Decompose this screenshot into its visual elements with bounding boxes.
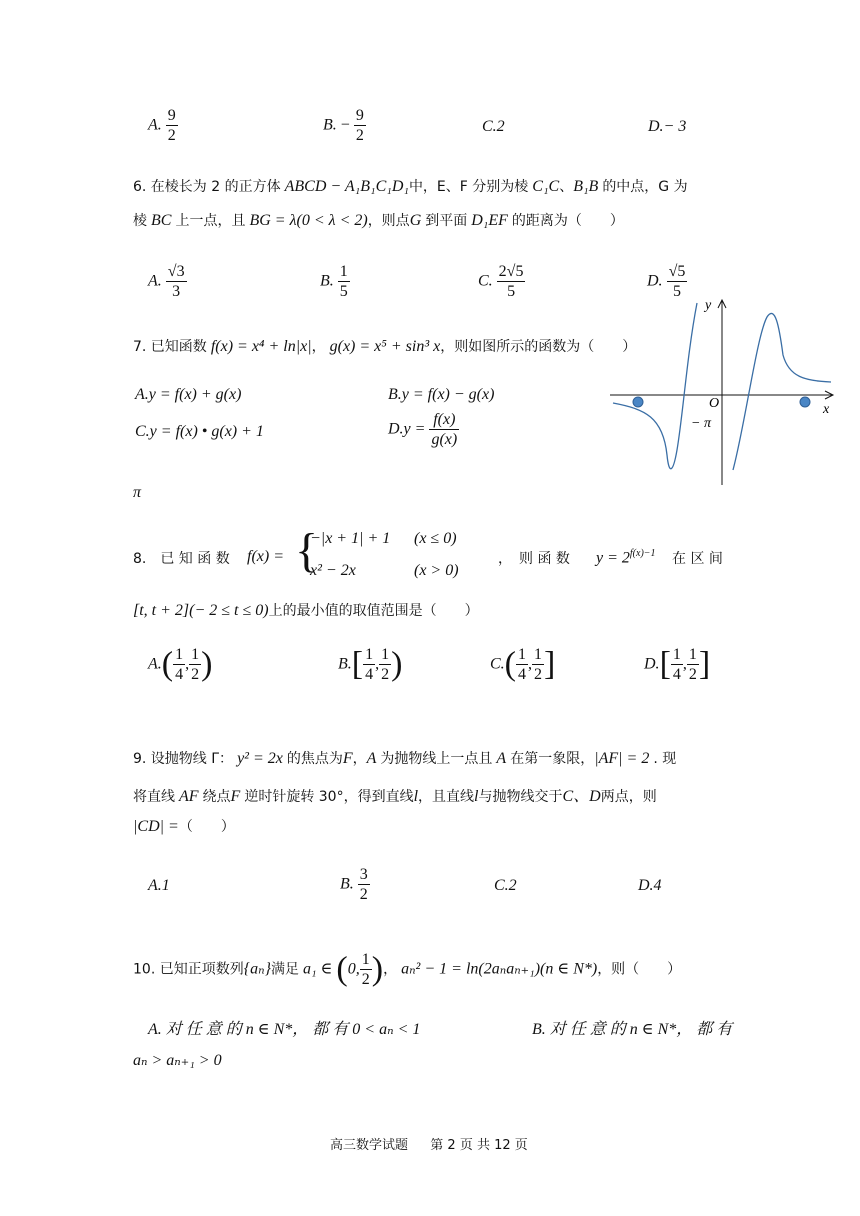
q8-option-a: A.( $\frac{1}{4}$ , $\frac{1}{2}$ ) [148, 645, 213, 684]
q5-b-sign: − [340, 116, 350, 134]
q8-line2: [t, t + 2](− 2 ≤ t ≤ 0)上的最小值的取值范围是（ ） [133, 602, 479, 619]
q6-line1: 6. 在棱长为 2 的正方体 ABCD − A₁B₁C₁D₁中，E、F 分别为棱 C₁C、B₁B 的中点，G 为 [133, 178, 688, 195]
neg-pi-label: − π [691, 416, 711, 431]
q5-option-d: D.− 3 [648, 118, 687, 135]
q7-option-d: D.y = $\frac{f(x)}{g(x)}$ [388, 411, 458, 449]
q5-option-c: C.2 [482, 118, 505, 135]
origin-label: O [709, 396, 720, 411]
page-footer [330, 1134, 528, 1153]
q8-option-c: C.( $\frac{1}{4}$ , $\frac{1}{2}$ ] [490, 645, 556, 684]
q8-stem-end: 在 区 间 [672, 551, 723, 567]
q8-case2-cond: (x > 0) [414, 562, 459, 579]
q5-b-frac: $\frac{9}{2}$ [355, 107, 364, 145]
q6-option-c: C. $\frac{2√5}{5}$ [478, 263, 524, 301]
y-axis-label: y [705, 298, 712, 313]
q6-option-b: B. $\frac{1}{5}$ [320, 263, 348, 301]
q8-option-b: B.[ $\frac{1}{4}$ , $\frac{1}{2}$ ) [338, 645, 403, 684]
q10-option-a: A. 对 任 意 的 n ∈ N*， 都 有 0 < aₙ < 1 [148, 1021, 421, 1038]
footer-subject: 高三数学试题 [330, 1138, 409, 1153]
x-axis-label: x [823, 402, 830, 417]
q8-case2: x² − 2x [310, 562, 356, 579]
q8-stem: 8. 已 知 函 数 [133, 551, 230, 567]
q5-option-a [148, 106, 178, 145]
graph-dot-left [633, 397, 643, 407]
q7-option-b: B.y = f(x) − g(x) [388, 386, 495, 403]
q9-line1: 9. 设抛物线 Γ： y² = 2x 的焦点为F，A 为抛物线上一点且 A 在第一象限，|AF| = 2 . 现 [133, 750, 677, 767]
q10-option-b-cont: aₙ > aₙ₊₁ > 0 [133, 1052, 222, 1069]
q7-stem: 7. 已知函数 f(x) = x⁴ + ln|x|， g(x) = x⁵ + sin³ x，则如图所示的函数为（ ） [133, 338, 637, 355]
q5-a-label: A. [148, 116, 162, 134]
q8-option-d: D.[ $\frac{1}{4}$ , $\frac{1}{2}$ ] [644, 645, 711, 684]
q5-b-label: B. [323, 116, 337, 134]
q6-option-a: A. $\frac{√3}{3}$ [148, 263, 185, 301]
q8-case1-cond: (x ≤ 0) [414, 530, 457, 547]
q9-option-d: D.4 [638, 877, 662, 894]
q8-brace: { [295, 524, 319, 577]
q10-stem: 10. 已知正项数列{aₙ}满足 a₁ ∈ (0, $\frac{1}{2}$ )， aₙ² − 1 = ln(2aₙaₙ₊₁)(n ∈ N*)，则（ ） [133, 950, 682, 989]
q7-option-c: C.y = f(x) • g(x) + 1 [135, 423, 264, 440]
q9-option-a: A.1 [148, 877, 170, 894]
q9-line3: |CD| =（ ） [133, 818, 235, 835]
q6-cube: ABCD − A₁B₁C₁D₁ [284, 178, 409, 195]
q8-f-name: f(x) = [247, 548, 284, 565]
q6-option-d: D. $\frac{√5}{5}$ [647, 263, 686, 301]
q8-case1: −|x + 1| + 1 [310, 530, 391, 547]
graph-dot-right [800, 397, 810, 407]
q7-option-a: A.y = f(x) + g(x) [135, 386, 242, 403]
q5-a-frac: $\frac{9}{2}$ [167, 107, 176, 145]
q8-y-def: $y = 2^{f(x)-1}$ [596, 548, 656, 567]
footer-page: 第 2 页 共 12 页 [430, 1138, 528, 1153]
q9-line2: 将直线 AF 绕点F 逆时针旋转 30°，得到直线l，且直线l与抛物线交于C、D两点，则 [133, 788, 657, 805]
function-graph [605, 295, 845, 490]
q8-stem-mid: ， 则 函 数 [498, 551, 570, 567]
q5-option-b [323, 106, 366, 145]
q6-condition: BG = λ(0 < λ < 2) [249, 212, 368, 229]
q9-option-b: B. $\frac{3}{2}$ [340, 866, 368, 904]
q9-option-c: C.2 [494, 877, 517, 894]
curve-left-branch [613, 303, 697, 469]
curve-right-branch [733, 313, 831, 470]
q6-line2: 棱 BC 上一点，且 BG = λ(0 < λ < 2)，则点G 到平面 D₁EF 的距离为（ ） [133, 212, 624, 229]
q10-option-b: B. 对 任 意 的 n ∈ N*， 都 有 [532, 1021, 733, 1038]
stray-pi: π [133, 484, 142, 501]
